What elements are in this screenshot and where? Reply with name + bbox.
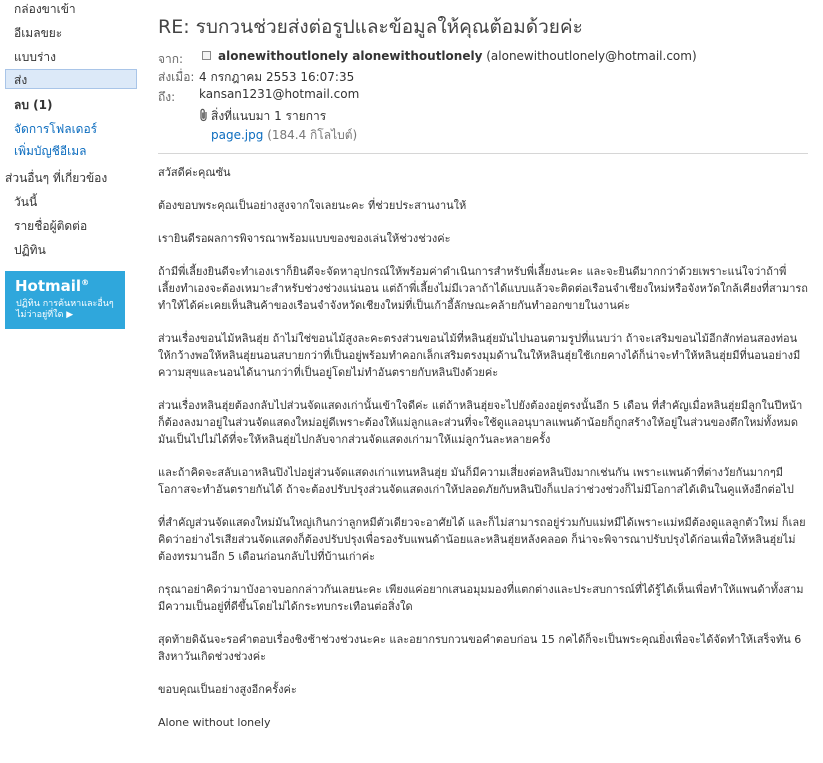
- sent-label: ส่งเมื่อ:: [158, 70, 195, 84]
- sender-email: (alonewithoutlonely@hotmail.com): [486, 49, 697, 63]
- sidebar-item-drafts[interactable]: แบบร่าง: [14, 50, 57, 64]
- sidebar-item-junk[interactable]: อีเมลขยะ: [14, 26, 63, 40]
- sidebar-item-inbox[interactable]: กล่องขาเข้า: [14, 2, 76, 16]
- sender-name[interactable]: alonewithoutlonely alonewithoutlonely: [218, 49, 483, 63]
- sidebar-item-sent[interactable]: ส่ง: [14, 73, 28, 87]
- message-body: [158, 164, 808, 747]
- paperclip-icon: [198, 108, 210, 122]
- sender: [218, 49, 697, 63]
- sidebar-item-calendar[interactable]: ปฏิทิน: [14, 243, 46, 257]
- message-subject: RE: รบกวนช่วยส่งต่อรูปและข้อมูลให้คุณต้อมด้วยค่ะ: [158, 16, 583, 38]
- hotmail-promo-banner[interactable]: [5, 271, 125, 329]
- body-paragraph: กรุณาอย่าคิดว่ามาบังอาจบอกกล่าวกันเลยนะคะ เพียงแค่อยากเสนอมุมมองที่แตกต่างและประสบการณ์ที่ได้รู้ได้เห็นเพื่อทำให้แพนด้าทั้งสามมีความเป็นอยู่ที่ดีขึ้นโดยไม่ได้กระทบกระเทือนต่อสิ่งใด: [158, 583, 804, 613]
- attachment-file-link[interactable]: page.jpg: [211, 128, 264, 142]
- related-section-title: ส่วนอื่นๆ ที่เกี่ยวข้อง: [5, 171, 108, 185]
- sidebar-item-deleted[interactable]: ลบ (1): [14, 98, 53, 112]
- sidebar-item-contacts[interactable]: รายชื่อผู้ติดต่อ: [14, 219, 88, 233]
- body-paragraph: และถ้าคิดจะสลับเอาหลินปิงไปอยู่ส่วนจัดแสดงเก่าแทนหลินฮุ่ย มันก็มีความเสี่ยงต่อหลินปิงมากเช่นกัน เพราะแพนด้าที่ต่างวัยกันมากๆมีโอกาสจะทำอันตรายกันได้ ถ้าจะต้องปรับปรุงส่วนจัดแสดงเก่าให้ปลอดภัยกับหลินปิงก็แปลว่าช่วงช่วงก็ไม่มีโอกาสได้เดินในคูแห้งอีกต่อไป: [158, 466, 794, 496]
- to-label: ถึง:: [158, 90, 176, 104]
- body-paragraph: ถ้ามีพี่เลี้ยงยินดีจะทำเองเราก็ยินดีจะจัดหาอุปกรณ์ให้พร้อมค่าดำเนินการสำหรับพี่เลี้ยงนะคะ และจะยินดีมากกว่าด้วยเพราะแน่ใจว่าถ้าพี่เลี้ยงทำเองจะต้องเหมาะสำหรับช่วงช่วงแน่นอน แต่ถ้าพี่เลี้ยงไม่มีเวลาถ้าได้แบบแล้วจะติดต่อเรือนจำเชียงใหม่หรือจังหวัดใกล้เคียงที่สามารถทำให้ได้ค่ะเคยเห็นสินค้าของเรือนจำจังหวัดเชียงใหม่ที่เป็นเก้าอี้ลักษณะคล้ายกันทำออกขายในงานค่ะ: [158, 265, 808, 312]
- body-paragraph: เรายินดีรอผลการพิจารณาพร้อมแบบของของเล่นให้ช่วงช่วงค่ะ: [158, 232, 451, 245]
- manage-folders-link[interactable]: จัดการโฟลเดอร์: [14, 122, 98, 136]
- body-paragraph: ขอบคุณเป็นอย่างสูงอีกครั้งค่ะ: [158, 683, 297, 696]
- body-paragraph: ต้องขอบพระคุณเป็นอย่างสูงจากใจเลยนะคะ ที่ช่วยประสานงานให้: [158, 199, 467, 212]
- body-paragraph: ส่วนเรื่องขอนไม้หลินฮุ่ย ถ้าไม่ใช่ขอนไม้สูงละคะตรงส่วนขอนไม้ที่หลินฮุ่ยมันไปนอนตามรูปที่แนบว่า ถ้าจะเสริมขอนไม้อีกสักท่อนสองท่อนให้กว้างพอให้หลินฮุ่ยนอนสบายกว่าที่เป็นอยู่พร้อมทำคอกเล็กเสริมตรงมุมด้านในให้หลินฮุ่ยใช้เกยคางได้ก็น่าจะทำให้หลินฮุ่ยมีที่นอนอย่างมีความสุขและนอนได้นานกว่าที่เป็นอยู่โดยไม่ทำอันตรายกับหลินปิงด้วยค่ะ: [158, 332, 801, 379]
- body-paragraph: ที่สำคัญส่วนจัดแสดงใหม่มันใหญ่เกินกว่าลูกหมีตัวเดียวจะอาศัยได้ และก็ไม่สามารถอยู่ร่วมกับแม่หมีได้เพราะแม่หมีต้องดูแลลูกตัวใหม่ ก็เลยคิดว่าอย่างไรเสียส่วนจัดแสดงก็ต้องปรับปรุงเพื่อรองรับแพนด้าน้อยและหลินฮุ่ยหลังคลอด ก็น่าจะพิจารณาปรับปรุงได้ก่อนเพื่อให้หลินฮุ่ยไม่ต้องทรมานอีก 5 เดือนก่อนกลับไปที่บ้านเก่าค่ะ: [158, 516, 806, 563]
- promo-tagline: ปฏิทิน การค้นหาและอื่นๆ ไม่ว่าอยู่ที่ใด ▶: [16, 299, 114, 320]
- body-paragraph: สุดท้ายดิฉันจะรอคำตอบเรื่องชิงช้าช่วงช่วงนะคะ และอยากรบกวนขอคำตอบก่อน 15 กคได้ก็จะเป็นพระคุณยิ่งเพื่อจะได้จัดทำให้เสร็จทัน 6 สิงหาวันเกิดช่วงช่วงค่ะ: [158, 633, 802, 663]
- sidebar-item-today[interactable]: วันนี้: [14, 195, 38, 209]
- from-label: จาก:: [158, 52, 184, 66]
- sent-date: 4 กรกฎาคม 2553 16:07:35: [199, 70, 355, 84]
- body-paragraph: สวัสดีค่ะคุณซัน: [158, 166, 231, 179]
- add-email-account-link[interactable]: เพิ่มบัญชีอีเมล: [14, 144, 87, 158]
- recipient-email: kansan1231@hotmail.com: [199, 87, 360, 101]
- hotmail-logo: Hotmail®: [15, 277, 90, 295]
- attachment: [211, 126, 357, 145]
- contact-checkbox-icon[interactable]: [202, 51, 211, 60]
- header-divider: [158, 153, 808, 154]
- signature: Alone without lonely: [158, 716, 271, 729]
- attachment-size: (184.4 กิโลไบต์): [267, 128, 358, 142]
- sidebar: [0, 0, 145, 763]
- body-paragraph: ส่วนเรื่องหลินฮุ่ยต้องกลับไปส่วนจัดแสดงเก่านั้นเข้าใจดีค่ะ แต่ถ้าหลินฮุ่ยจะไปยังต้องอยู่ตรงนั้นอีก 5 เดือน ที่สำคัญเมื่อหลินฮุ่ยมีลูกในปีหน้าก็ต้องลงมาอยู่ในส่วนจัดแสดงใหม่อยู่ดีเพราะต้องให้แม่ลูกและส่วนที่จะใช้ดูแลอนุบาลแพนด้าน้อยก็ถูกสร้างให้อยู่ในส่วนของตึกใหม่ทั้งหมด มันเป็นไปไม่ได้ที่จะให้หลินฮุ่ยไปกลับจากส่วนจัดแสดงเก่ามาให้แม่ลูกวันละหลายครั้ง: [158, 399, 803, 446]
- attachment-count: สิ่งที่แนบมา 1 รายการ: [211, 109, 327, 123]
